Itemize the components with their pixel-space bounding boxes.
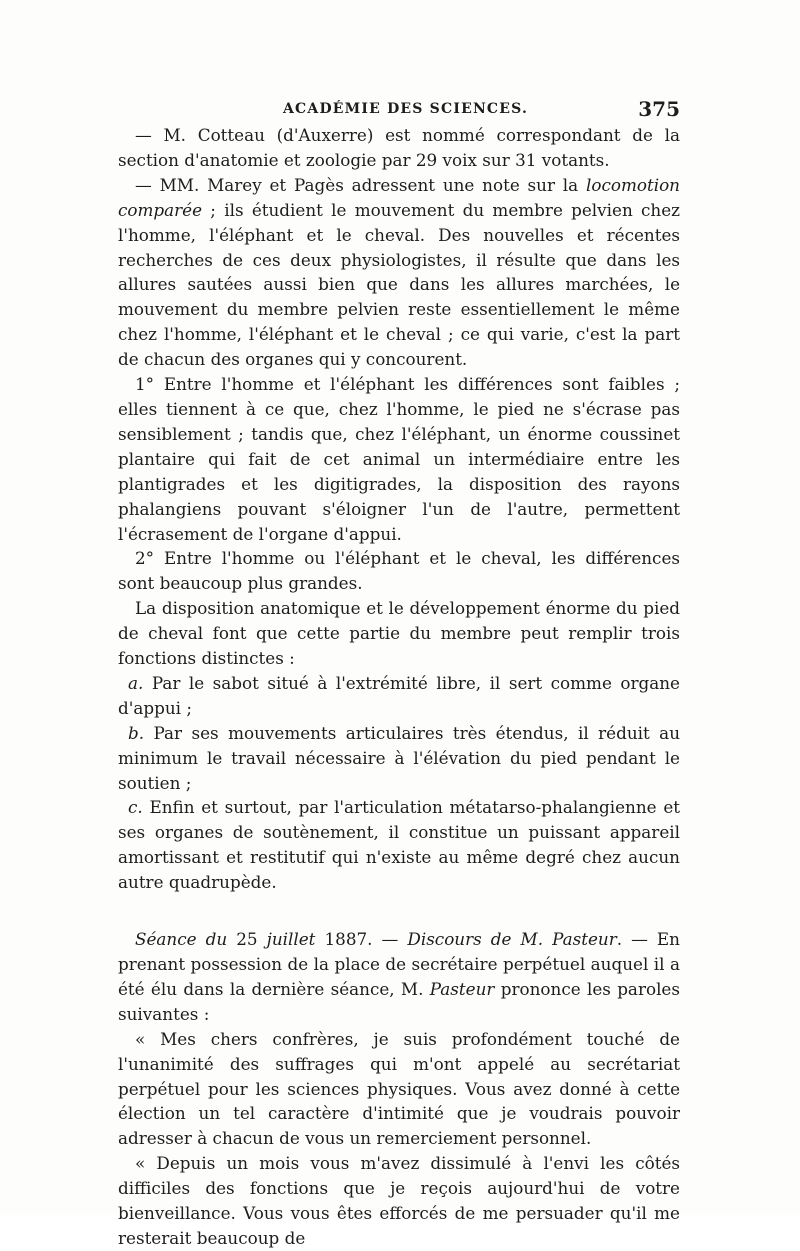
date-number: 25	[227, 929, 267, 950]
item-label: c.	[128, 797, 143, 818]
item-label: a.	[128, 672, 144, 693]
paragraph-text: ; ils étudient le mouvement du membre pelvien chez l'homme, l'éléphant et le cheval. Des nouvelles et récentes recherches de ces deux physiologistes, il résulte que dans les allures sautées aussi bien que dans les allures marchées, le mouvement du membre pelvien reste essentiellement le même chez l'homme, l'éléphant et le cheval ; ce qui varie, c'est la part de chacun des organes qui y concourent.	[118, 199, 680, 370]
page-header	[118, 97, 680, 123]
paragraph-marey-pages	[118, 173, 680, 372]
running-head: ACADÉMIE DES SCIENCES.	[283, 101, 529, 117]
item-label: b.	[128, 722, 145, 743]
paragraph-cotteau: — M. Cotteau (d'Auxerre) est nommé correspondant de la section d'anatomie et zoologie par 29 voix sur 31 votants.	[118, 125, 680, 170]
paragraph-text: — MM. Marey et Pagès adressent une note sur la	[135, 174, 586, 195]
paragraph-point-two: 2° Entre l'homme ou l'éléphant et le cheval, les différences sont beaucoup plus grandes.	[118, 548, 680, 594]
list-item-c	[118, 795, 680, 895]
paragraph-disposition: La disposition anatomique et le développement énorme du pied de cheval font que cette partie du membre peut remplir trois fonctions distinctes :	[118, 598, 680, 669]
paragraph-text: prononce les paroles suivantes :	[118, 978, 680, 1024]
item-text: Par le sabot situé à l'extrémité libre, il sert comme organe d'appui ;	[118, 672, 680, 718]
date-number: 1887. —	[315, 929, 408, 950]
italic-text: Pasteur	[429, 978, 495, 999]
paragraph-quote-two: « Depuis un mois vous m'avez dissimulé à l'envi les côtés difficiles des fonctions que je reçois aujourd'hui de votre bienveillance. Vous vous êtes efforcés de me persuader qu'il me resterait beaucoup de	[118, 1153, 680, 1248]
paragraph-point-one: 1° Entre l'homme et l'éléphant les différences sont faibles ; elles tiennent à ce que, chez l'homme, le pied ne s'écrase pas sensiblement ; tandis que, chez l'éléphant, un énorme coussinet plantaire qui fait de cet animal un intermédiaire entre les plantigrades et les digitigrades, la disposition des rayons phalangiens pouvant s'éloigner l'un de l'autre, permettent l'écrasement de l'organe d'appui.	[118, 374, 680, 544]
italic-text: Discours de M. Pasteur	[407, 929, 617, 950]
paragraph-seance	[118, 927, 680, 1027]
paragraph-quote-one: « Mes chers confrères, je suis profondément touché de l'unanimité des suffrages qui m'ont appelé au secrétariat perpétuel pour les sciences physiques. Vous avez donné à cette élection un tel caractère d'intimité que je voudrais pouvoir adresser à chacun de vous un remerciement personnel.	[118, 1028, 680, 1149]
italic-term: locomotion comparée	[118, 174, 680, 220]
section-gap	[118, 895, 680, 927]
italic-text: Séance du	[135, 929, 228, 950]
item-text: Par ses mouvements articulaires très étendus, il réduit au minimum le travail nécessaire à l'élévation du pied pendant le soutien ;	[118, 722, 680, 793]
list-item-a	[118, 671, 680, 721]
paragraph-text: . — En prenant possession de la place de secrétaire perpétuel auquel il a été élu dans la dernière séance, M.	[118, 929, 680, 999]
list-item-b	[118, 721, 680, 796]
italic-text: juillet	[266, 929, 316, 950]
page-number: 375	[638, 97, 680, 121]
item-text: Enfin et surtout, par l'articulation métatarso-phalangienne et ses organes de soutènement, il constitue un puissant appareil amortissant et restitutif qui n'existe au même degré chez aucun autre quadrupède.	[118, 797, 680, 893]
page-body	[118, 123, 680, 1251]
